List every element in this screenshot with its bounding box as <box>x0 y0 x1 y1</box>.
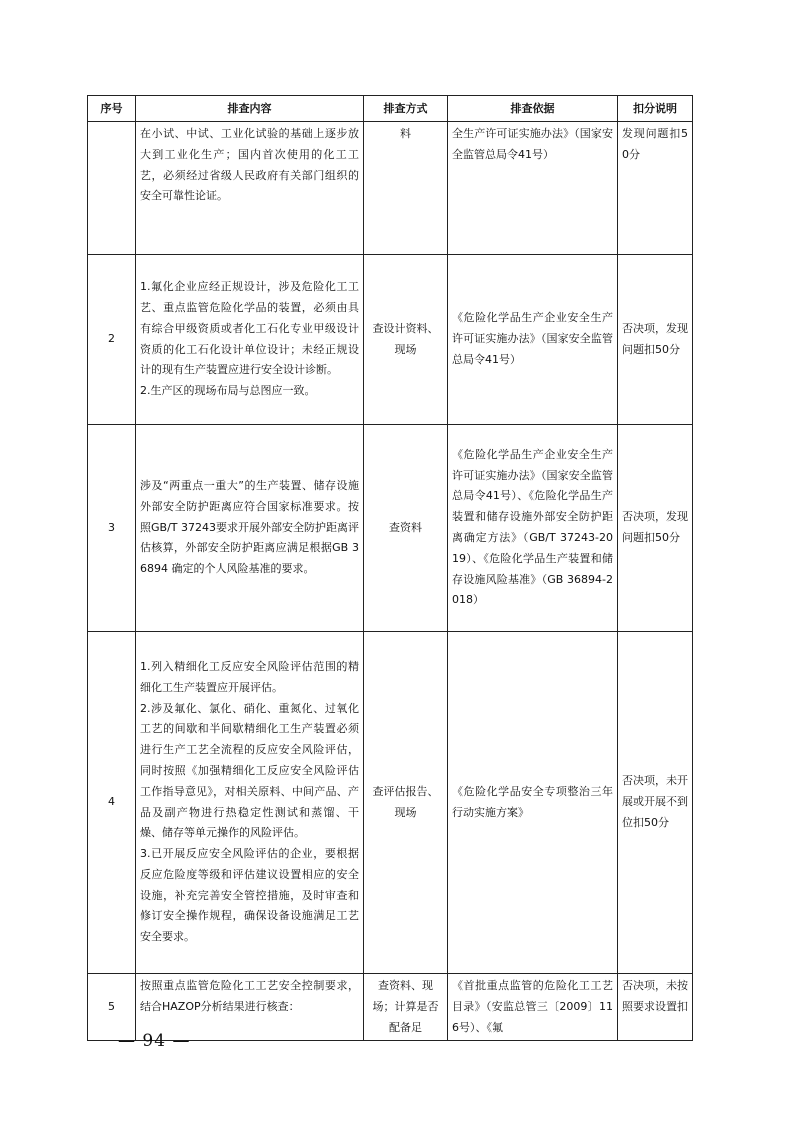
row-content: 在小试、中试、工业化试验的基础上逐步放大到工业化生产；国内首次使用的化工工艺，必须经过省级人民政府有关部门组织的安全可靠性论证。 <box>136 122 364 255</box>
row-deduct: 否决项，发现问题扣50分 <box>618 425 693 632</box>
row-content: 1.列入精细化工反应安全风险评估范围的精细化工生产装置应开展评估。 2.涉及氟化、氯化、硝化、重氮化、过氧化工艺的间歇和半间歇精细化工生产装置必须进行生产工艺全流程的反应安全风险评估，同时按照《加强精细化工反应安全风险评估工作指导意见》，对相关原料、中间产品、产品及副产物进行热稳定性测试和蒸馏、干燥、储存等单元操作的风险评估。 3.已开展反应安全风险评估的企业，要根据反应危险度等级和评估建议设置相应的安全设施，补充完善安全管控措施，及时审查和修订安全操作规程，确保设备设施满足工艺安全要求。 <box>136 632 364 974</box>
row-number: 2 <box>88 255 136 425</box>
header-content: 排查内容 <box>136 96 364 122</box>
row-basis: 全生产许可证实施办法》（国家安全监管总局令41号） <box>448 122 618 255</box>
table-row <box>88 425 693 632</box>
row-method: 查资料 <box>364 425 448 632</box>
row-method: 料 <box>364 122 448 255</box>
row-basis: 《危险化学品安全专项整治三年行动实施方案》 <box>448 632 618 974</box>
row-deduct: 否决项，发现问题扣50分 <box>618 255 693 425</box>
header-deduct: 扣分说明 <box>618 96 693 122</box>
row-number: 3 <box>88 425 136 632</box>
row-deduct: 发现问题扣50分 <box>618 122 693 255</box>
header-num: 序号 <box>88 96 136 122</box>
row-content: 按照重点监管危险化工工艺安全控制要求，结合HAZOP分析结果进行核查： <box>136 974 364 1041</box>
row-basis: 《首批重点监管的危险化工工艺目录》（安监总管三〔2009〕116号）、《氟 <box>448 974 618 1041</box>
row-method: 查评估报告、现场 <box>364 632 448 974</box>
row-number <box>88 122 136 255</box>
row-deduct: 否决项，未按照要求设置扣 <box>618 974 693 1041</box>
row-number: 4 <box>88 632 136 974</box>
row-method: 查资料、现场；计算是否配备足 <box>364 974 448 1041</box>
row-basis: 《危险化学品生产企业安全生产许可证实施办法》（国家安全监管总局令41号） <box>448 255 618 425</box>
row-deduct: 否决项，未开展或开展不到位扣50分 <box>618 632 693 974</box>
table-row <box>88 632 693 974</box>
header-basis: 排查依据 <box>448 96 618 122</box>
row-method: 查设计资料、现场 <box>364 255 448 425</box>
row-basis: 《危险化学品生产企业安全生产许可证实施办法》（国家安全监管总局令41号）、《危险化学品生产装置和储存设施外部安全防护距离确定方法》（GB/T 37243-2019）、《危险化学品生产装置和储存设施风险基准》（GB 36894-2018） <box>448 425 618 632</box>
table-row <box>88 122 693 255</box>
page-number: — 94 — <box>118 1031 191 1051</box>
row-number: 5 <box>88 974 136 1041</box>
table-header-row <box>88 96 693 122</box>
inspection-table <box>87 95 693 1041</box>
table-row <box>88 255 693 425</box>
row-content: 涉及“两重点一重大”的生产装置、储存设施外部安全防护距离应符合国家标准要求。按照GB/T 37243要求开展外部安全防护距离评估核算，外部安全防护距离应满足根据GB 36894 确定的个人风险基准的要求。 <box>136 425 364 632</box>
header-method: 排查方式 <box>364 96 448 122</box>
row-content: 1.氟化企业应经正规设计，涉及危险化工工艺、重点监管危险化学品的装置，必须由具有综合甲级资质或者化工石化专业甲级设计资质的化工石化设计单位设计；未经正规设计的现有生产装置应进行安全设计诊断。 2.生产区的现场布局与总图应一致。 <box>136 255 364 425</box>
